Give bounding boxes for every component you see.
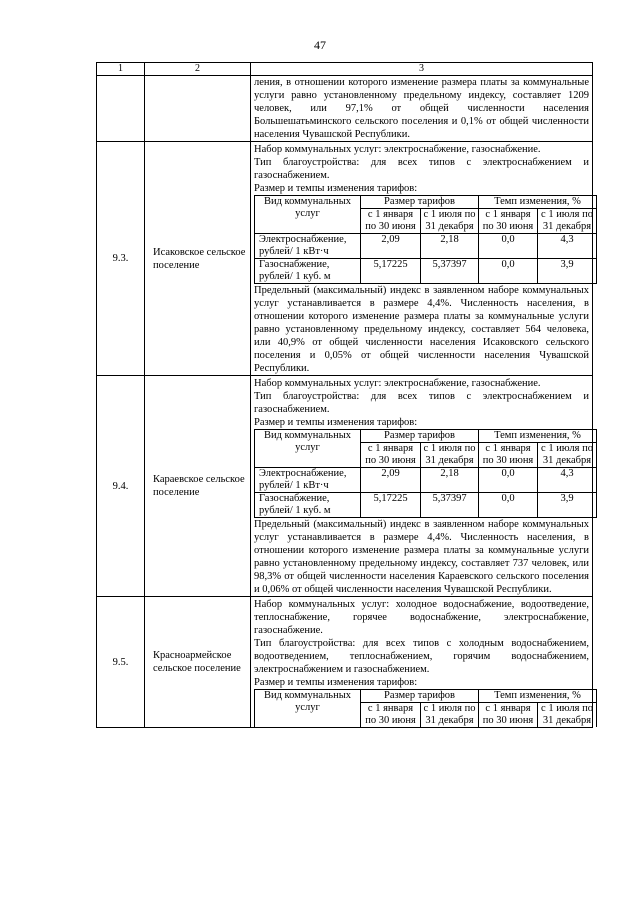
services-text: Набор коммунальных услуг: электроснабжение, газоснабжение.	[254, 144, 541, 155]
tariff-header-service: Вид коммунальных услуг	[255, 690, 361, 728]
tariff-header-period-1: с 1 января по 30 июня	[361, 209, 421, 234]
settlement-row-9-5	[97, 597, 593, 728]
tariff-header-period-2: с 1 июля по 31 декабря	[538, 703, 597, 728]
settlement-name: Исаковское сельское поселение	[145, 142, 251, 376]
row-number: 9.5.	[97, 597, 145, 728]
improvement-text: Тип благоустройства: для всех типов с электроснабжением и газоснабжением.	[254, 391, 589, 415]
tariff-service: Газоснабжение, рублей/ 1 куб. м	[255, 493, 361, 518]
tariff-header-rate: Темп изменения, %	[479, 690, 597, 703]
tariff-header-size: Размер тарифов	[361, 196, 479, 209]
tariff-header-period-1: с 1 января по 30 июня	[361, 703, 421, 728]
tariff-header-period-1: с 1 января по 30 июня	[479, 703, 538, 728]
tariff-rate: 0,0	[479, 493, 538, 518]
tariff-value: 5,17225	[361, 493, 421, 518]
tariff-header-period-1: с 1 января по 30 июня	[361, 443, 421, 468]
tariff-row	[255, 468, 597, 493]
tariff-table	[254, 689, 597, 727]
settlement-name: Караевское сельское поселение	[145, 376, 251, 597]
row-number: 9.4.	[97, 376, 145, 597]
limit-index-text: Предельный (максимальный) индекс в заявленном наборе коммунальных услуг устанавливается в размере 4,4%. Численность населения, в отношении которого изменение размера платы за коммунальные услуги равно установленному предельному индексу, составляет 737 человек, или 98,3% от общей численности населения Караевского сельского поселения и 0,06% от общей численности населения Чувашской Республики.	[254, 519, 589, 595]
tariff-rate: 0,0	[479, 234, 538, 259]
settlement-description	[251, 376, 593, 597]
tariff-rate: 0,0	[479, 468, 538, 493]
continuation-num-cell	[97, 76, 145, 142]
tariff-header-period-1: с 1 января по 30 июня	[479, 443, 538, 468]
tariff-row	[255, 234, 597, 259]
tariff-intro: Размер и темпы изменения тарифов:	[254, 417, 418, 428]
column-number-row	[97, 63, 593, 76]
continuation-text: ления, в отношении которого изменение размера платы за коммунальные услуги равно установленному предельному индексу, составляет 1209 человек, или 97,1% от общей численности населения Большешатьминского сельского поселения и 0,1% от общей численности населения Чувашской Республики.	[254, 77, 589, 140]
tariff-row	[255, 493, 597, 518]
continuation-name-cell	[145, 76, 251, 142]
tariff-value: 5,17225	[361, 259, 421, 284]
tariff-value: 2,09	[361, 468, 421, 493]
tariff-header-period-1: с 1 января по 30 июня	[479, 209, 538, 234]
settlement-row-9-4	[97, 376, 593, 597]
tariff-rate: 4,3	[538, 234, 597, 259]
tariff-value: 2,09	[361, 234, 421, 259]
tariff-rate: 3,9	[538, 259, 597, 284]
settlement-row-9-3	[97, 142, 593, 376]
tariff-value: 2,18	[421, 234, 479, 259]
tariff-intro: Размер и темпы изменения тарифов:	[254, 183, 418, 194]
tariff-header-rate: Темп изменения, %	[479, 196, 597, 209]
tariff-header-service: Вид коммунальных услуг	[255, 430, 361, 468]
tariff-header-rate: Темп изменения, %	[479, 430, 597, 443]
tariff-header-service: Вид коммунальных услуг	[255, 196, 361, 234]
improvement-text: Тип благоустройства: для всех типов с электроснабжением и газоснабжением.	[254, 157, 589, 181]
settlement-description	[251, 142, 593, 376]
tariff-value: 5,37397	[421, 259, 479, 284]
tariff-header-period-2: с 1 июля по 31 декабря	[421, 443, 479, 468]
continuation-row	[97, 76, 593, 142]
tariff-service: Газоснабжение, рублей/ 1 куб. м	[255, 259, 361, 284]
tariff-service: Электроснабжение, рублей/ 1 кВт·ч	[255, 468, 361, 493]
tariff-header-size: Размер тарифов	[361, 430, 479, 443]
services-text: Набор коммунальных услуг: холодное водоснабжение, водоотведение, теплоснабжение, горячее водоснабжение, электроснабжение, газоснабжение.	[254, 599, 589, 636]
tariff-header-period-2: с 1 июля по 31 декабря	[538, 443, 597, 468]
tariff-header-size: Размер тарифов	[361, 690, 479, 703]
tariff-table	[254, 429, 597, 518]
col-header-1: 1	[97, 63, 145, 76]
settlement-description	[251, 597, 593, 728]
tariff-value: 2,18	[421, 468, 479, 493]
row-number: 9.3.	[97, 142, 145, 376]
tariff-intro: Размер и темпы изменения тарифов:	[254, 677, 418, 688]
tariff-header-period-2: с 1 июля по 31 декабря	[421, 209, 479, 234]
tariff-header-period-2: с 1 июля по 31 декабря	[421, 703, 479, 728]
col-header-2: 2	[145, 63, 251, 76]
tariff-service: Электроснабжение, рублей/ 1 кВт·ч	[255, 234, 361, 259]
services-text: Набор коммунальных услуг: электроснабжение, газоснабжение.	[254, 378, 541, 389]
limit-index-text: Предельный (максимальный) индекс в заявленном наборе коммунальных услуг устанавливается в размере 4,4%. Численность населения, в отношении которого изменение размера платы за коммунальные услуги равно установленному предельному индексу, составляет 564 человека, или 40,9% от общей численности населения Исаковского сельского поселения и 0,05% от общей численности населения Чувашской Республики.	[254, 285, 589, 374]
tariff-rate: 0,0	[479, 259, 538, 284]
tariff-row	[255, 259, 597, 284]
settlement-name: Красноармейское сельское поселение	[145, 597, 251, 728]
tariff-table	[254, 195, 597, 284]
tariff-value: 5,37397	[421, 493, 479, 518]
tariff-rate: 3,9	[538, 493, 597, 518]
col-header-3: 3	[251, 63, 593, 76]
page-number: 47	[314, 38, 326, 52]
main-table	[96, 62, 593, 728]
tariff-header-period-2: с 1 июля по 31 декабря	[538, 209, 597, 234]
tariff-rate: 4,3	[538, 468, 597, 493]
improvement-text: Тип благоустройства: для всех типов с холодным водоснабжением, водоотведением, теплоснабжением, горячим водоснабжением, электроснабжением и газоснабжением.	[254, 638, 589, 675]
continuation-text-cell	[251, 76, 593, 142]
